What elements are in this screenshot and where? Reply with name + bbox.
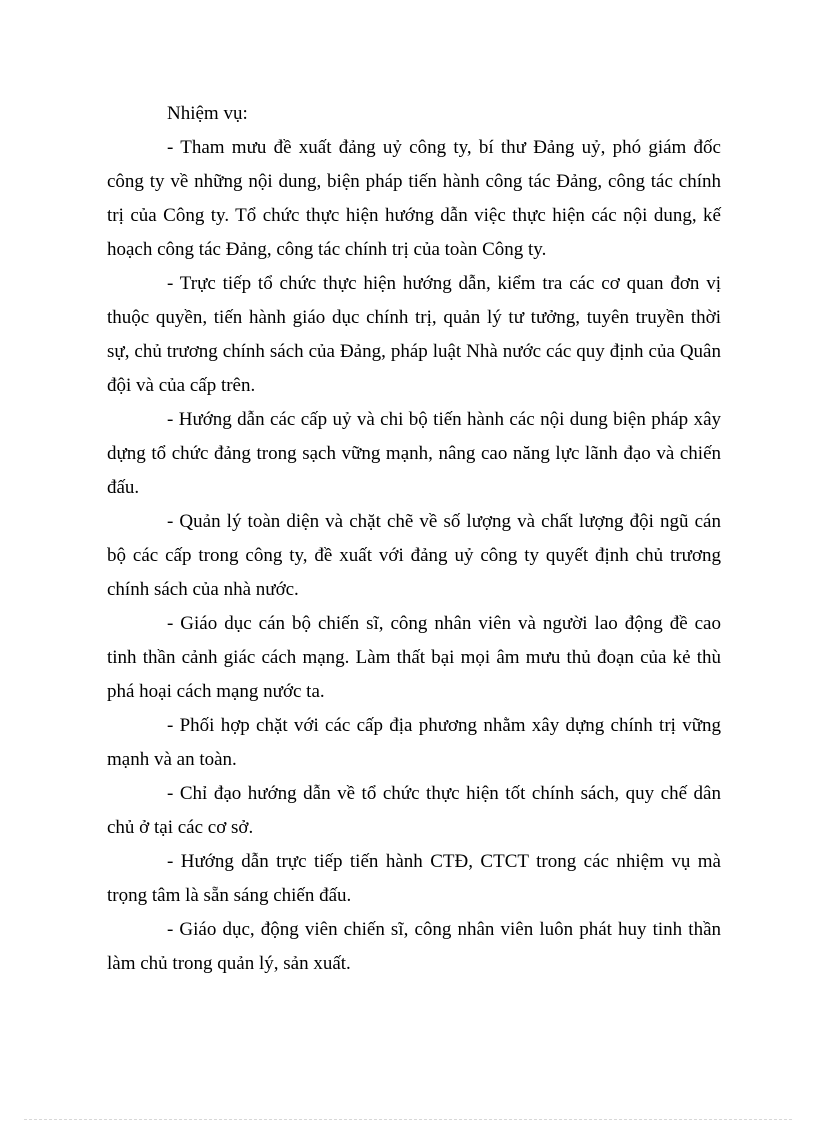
paragraph: - Giáo dục cán bộ chiến sĩ, công nhân viên và người lao động đề cao tinh thần cảnh giác cách mạng. Làm thất bại mọi âm mưu thủ đoạn của kẻ thù phá hoại cách mạng nước ta. <box>107 613 721 702</box>
paragraph: - Quản lý toàn diện và chặt chẽ về số lượng và chất lượng đội ngũ cán bộ các cấp trong công ty, đề xuất với đảng uỷ công ty quyết định chủ trương chính sách của nhà nước. <box>107 511 721 600</box>
page-bottom-divider <box>24 1119 792 1120</box>
document-body <box>107 97 721 981</box>
paragraph: - Giáo dục, động viên chiến sĩ, công nhân viên luôn phát huy tinh thần làm chủ trong quản lý, sản xuất. <box>107 919 721 974</box>
paragraph: - Trực tiếp tổ chức thực hiện hướng dẫn, kiểm tra các cơ quan đơn vị thuộc quyền, tiến hành giáo dục chính trị, quản lý tư tưởng, tuyên truyền thời sự, chủ trương chính sách của Đảng, pháp luật Nhà nước các quy định của Quân đội và của cấp trên. <box>107 273 721 396</box>
paragraph: - Chỉ đạo hướng dẫn về tổ chức thực hiện tốt chính sách, quy chế dân chủ ở tại các cơ sở. <box>107 783 721 838</box>
section-heading: Nhiệm vụ: <box>167 103 248 124</box>
paragraph: - Hướng dẫn các cấp uỷ và chi bộ tiến hành các nội dung biện pháp xây dựng tổ chức đảng trong sạch vững mạnh, nâng cao năng lực lãnh đạo và chiến đấu. <box>107 409 721 498</box>
paragraph: - Tham mưu đề xuất đảng uỷ công ty, bí thư Đảng uỷ, phó giám đốc công ty về những nội dung, biện pháp tiến hành công tác Đảng, công tác chính trị của Công ty. Tổ chức thực hiện hướng dẫn việc thực hiện các nội dung, kế hoạch công tác Đảng, công tác chính trị của toàn Công ty. <box>107 137 721 260</box>
paragraph: - Hướng dẫn trực tiếp tiến hành CTĐ, CTCT trong các nhiệm vụ mà trọng tâm là sẵn sáng chiến đấu. <box>107 851 721 906</box>
paragraph: - Phối hợp chặt với các cấp địa phương nhằm xây dựng chính trị vững mạnh và an toàn. <box>107 715 721 770</box>
